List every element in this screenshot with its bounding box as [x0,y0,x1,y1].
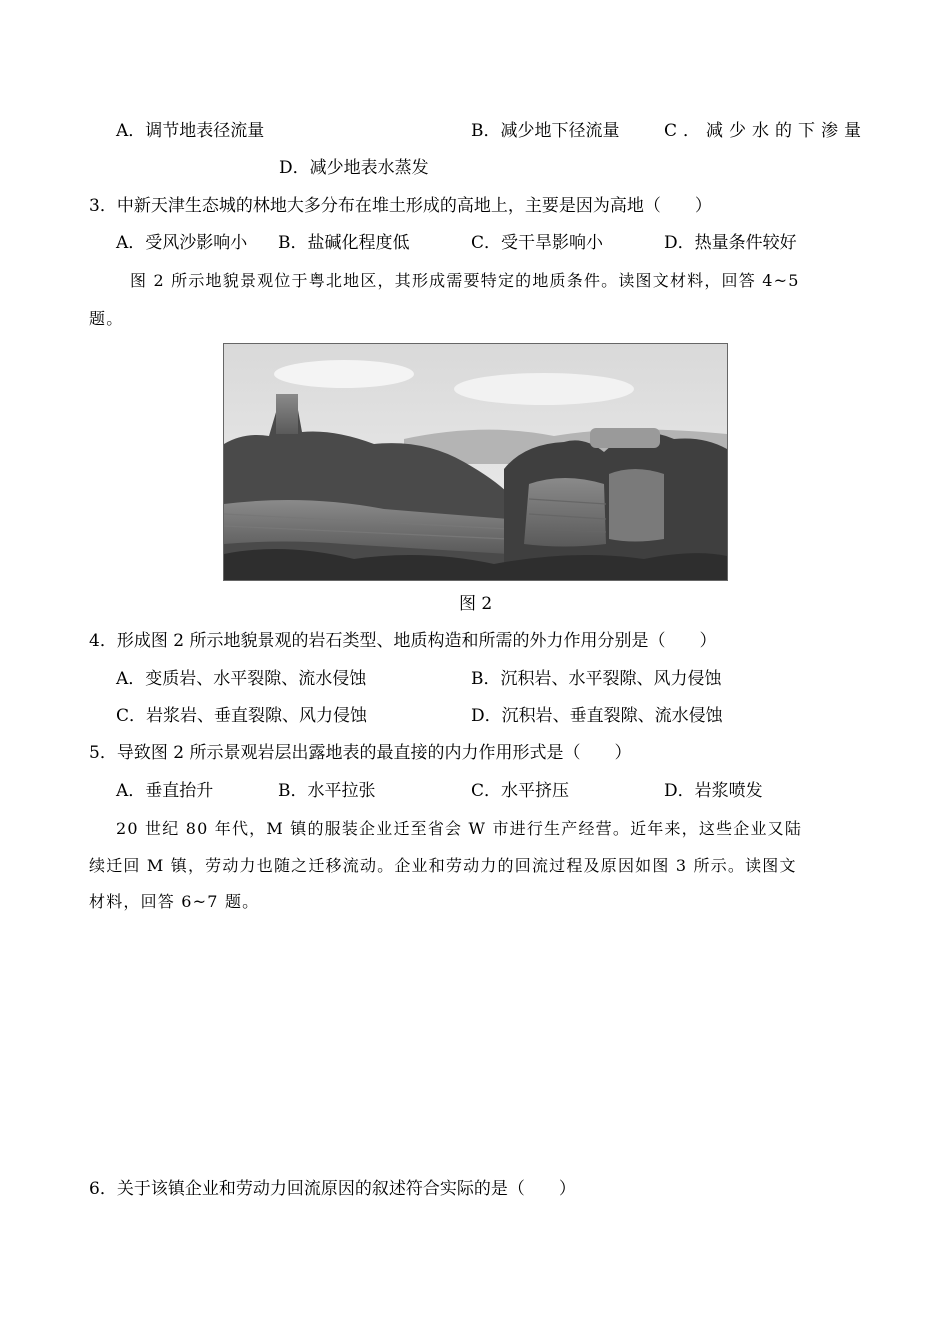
q3-option-b: B．盐碱化程度低 [278,233,410,253]
q5-stem: 5．导致图 2 所示景观岩层出露地表的最直接的内力作用形式是（ ） [89,743,632,763]
q3-stem: 3．中新天津生态城的林地大多分布在堆土形成的高地上，主要是因为高地（ ） [89,196,712,216]
q5-option-a: A．垂直抬升 [116,781,214,801]
material-2-line-1: 20 世纪 80 年代，M 镇的服装企业迁至省会 W 市进行生产经营。近年来，这些企业又陆 [116,819,803,838]
q5-option-b: B．水平拉张 [278,781,376,801]
q3-option-a: A．受风沙影响小 [116,233,248,253]
q2-option-d: D．减少地表水蒸发 [279,158,429,178]
material-2-line-2: 续迁回 M 镇，劳动力也随之迁移流动。企业和劳动力的回流过程及原因如图 3 所示。读图文 [89,856,797,875]
q2-option-a: A．调节地表径流量 [116,121,265,141]
q3-option-d: D．热量条件较好 [664,233,797,253]
q4-option-d: D．沉积岩、垂直裂隙、流水侵蚀 [471,706,723,726]
q4-option-c: C．岩浆岩、垂直裂隙、风力侵蚀 [116,706,368,726]
q4-option-a: A．变质岩、水平裂隙、流水侵蚀 [116,669,367,689]
q2-option-c: C．减少水的下渗量 [664,121,868,141]
q4-stem: 4．形成图 2 所示地貌景观的岩石类型、地质构造和所需的外力作用分别是（ ） [89,631,717,651]
q3-option-c: C．受干旱影响小 [471,233,604,253]
q4-option-b: B．沉积岩、水平裂隙、风力侵蚀 [471,669,722,689]
material-1-line-1: 图 2 所示地貌景观位于粤北地区，其形成需要特定的地质条件。读图文材料，回答 4~5 [130,271,800,290]
figure-2-landform-photo [223,343,728,581]
q5-option-d: D．岩浆喷发 [664,781,763,801]
material-1-line-2: 题。 [89,309,124,328]
material-2-line-3: 材料，回答 6~7 题。 [89,892,260,911]
q2-option-b: B．减少地下径流量 [471,121,620,141]
q6-stem: 6．关于该镇企业和劳动力回流原因的叙述符合实际的是（ ） [89,1179,576,1199]
q5-option-c: C．水平挤压 [471,781,570,801]
figure-2-caption: 图 2 [459,594,493,614]
